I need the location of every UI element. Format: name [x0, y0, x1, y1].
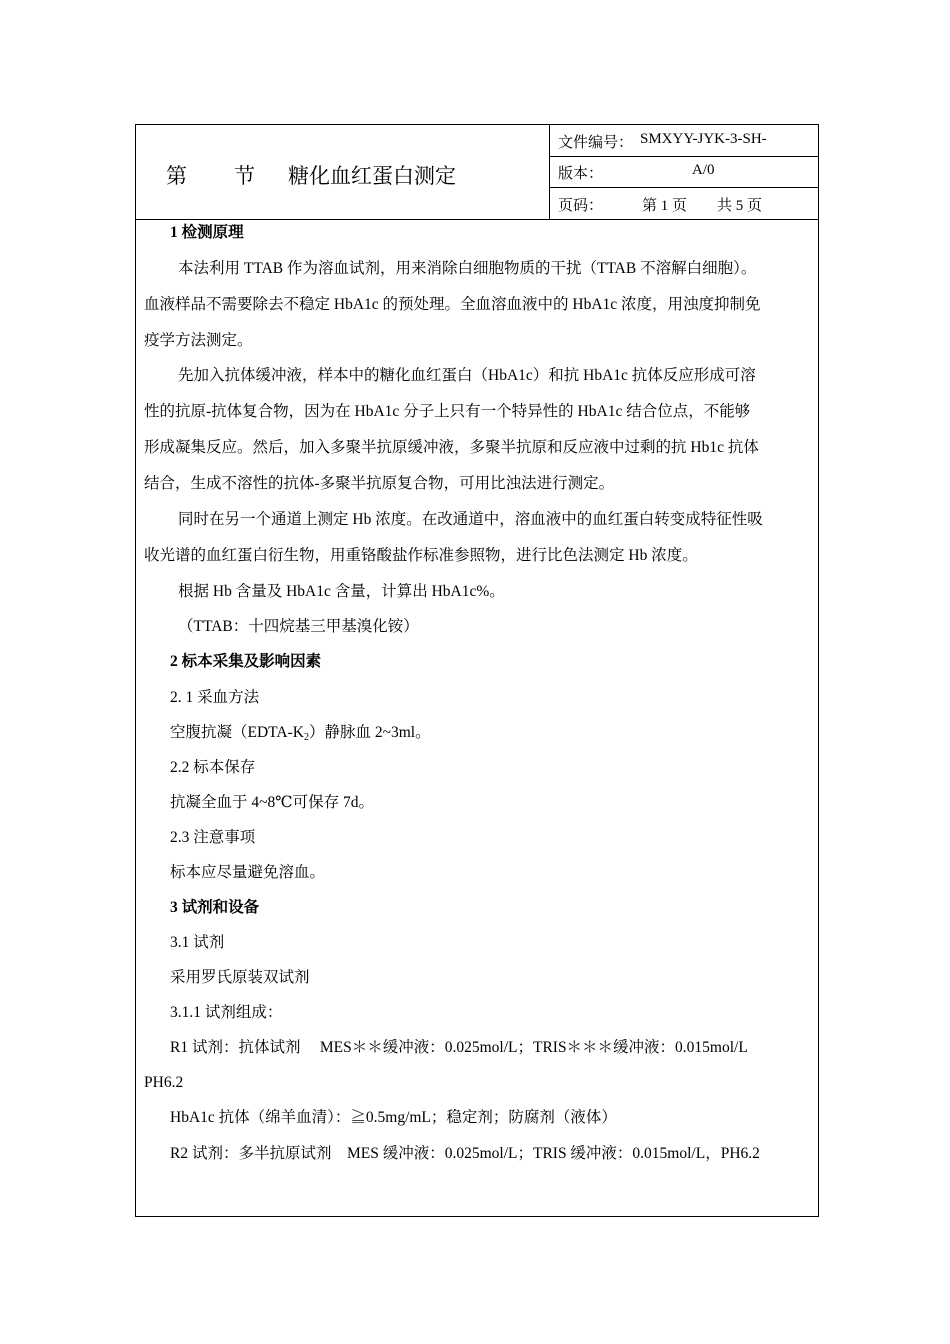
paragraph-line: 标本应尽量避免溶血。: [170, 864, 326, 881]
version-value: A/0: [692, 162, 715, 178]
paragraph-line: HbA1c 抗体（绵羊血清）：≧0.5mg/mL；稳定剂；防腐剂（液体）: [170, 1109, 617, 1126]
paragraph-line: 采用罗氏原装双试剂: [170, 969, 310, 986]
doc-number-value: SMXYY-JYK-3-SH-: [640, 131, 767, 147]
title-section-prefix: 第: [166, 164, 187, 188]
paragraph-line: 疫学方法测定。: [144, 332, 253, 349]
paragraph-line: 根据 Hb 含量及 HbA1c 含量，计算出 HbA1c%。: [178, 583, 505, 600]
page-title: 糖化血红蛋白测定: [288, 164, 456, 188]
doc-number-label: 文件编号：: [558, 135, 634, 151]
version-row: [550, 156, 818, 188]
paragraph-line: 先加入抗体缓冲液，样本中的糖化血红蛋白（HbA1c）和抗 HbA1c 抗体反应形成可溶: [178, 367, 756, 384]
title-section-suffix: 节: [234, 164, 255, 188]
paragraph-line: 同时在另一个通道上测定 Hb 浓度。在改通道中，溶血液中的血红蛋白转变成特征性吸: [178, 511, 763, 528]
subsection-heading: 2. 1 采血方法: [170, 689, 260, 706]
section-heading: 2 标本采集及影响因素: [170, 653, 322, 670]
paragraph-line: [170, 723, 431, 748]
section-heading: 3 试剂和设备: [170, 899, 260, 916]
section-heading: 1 检测原理: [170, 224, 244, 241]
paragraph-line: 结合，生成不溶性的抗体-多聚半抗原复合物，可用比浊法进行测定。: [144, 475, 615, 492]
document-header: [136, 125, 818, 220]
paragraph-line: 形成凝集反应。然后，加入多聚半抗原缓冲液，多聚半抗原和反应液中过剩的抗 Hb1c 抗体: [144, 439, 759, 456]
doc-number-row: [550, 125, 818, 157]
paragraph-line: 抗凝全血于 4~8℃可保存 7d。: [170, 794, 374, 811]
page-current: 第 1 页: [642, 198, 688, 214]
subsection-heading: 2.2 标本保存: [170, 759, 256, 776]
text-fragment: ）静脉血 2~3ml。: [308, 724, 431, 741]
page-label: 页码：: [558, 198, 604, 214]
paragraph-line: R2 试剂：多半抗原试剂 MES 缓冲液：0.025mol/L；TRIS 缓冲液：0.015mol/L，PH6.2: [170, 1145, 760, 1162]
text-fragment: 空腹抗凝（EDTA-K: [170, 724, 304, 741]
paragraph-line: 本法利用 TTAB 作为溶血试剂，用来消除白细胞物质的干扰（TTAB 不溶解白细胞）。: [178, 260, 757, 277]
paragraph-line: R1 试剂：抗体试剂 MES＊＊缓冲液：0.025mol/L；TRIS＊＊＊缓冲液：0.015mol/L: [170, 1039, 748, 1056]
paragraph-line: PH6.2: [144, 1074, 184, 1091]
paragraph-line: 收光谱的血红蛋白衍生物，用重铬酸盐作标准参照物，进行比色法测定 Hb 浓度。: [144, 547, 698, 564]
subscript: 2: [303, 732, 309, 743]
title-cell: [136, 125, 550, 219]
version-label: 版本：: [558, 166, 604, 182]
document-frame: [135, 124, 819, 1217]
paragraph-line: 性的抗原-抗体复合物，因为在 HbA1c 分子上只有一个特异性的 HbA1c 结合位点，不能够: [144, 403, 751, 420]
subsection-heading: 2.3 注意事项: [170, 829, 256, 846]
paragraph-line: 血液样品不需要除去不稳定 HbA1c 的预处理。全血溶血液中的 HbA1c 浓度，用浊度抑制免: [144, 296, 761, 313]
subsection-heading: 3.1 试剂: [170, 934, 225, 951]
subsection-heading: 3.1.1 试剂组成：: [170, 1004, 283, 1021]
page-row: [550, 188, 818, 219]
page-total: 共 5 页: [717, 198, 763, 214]
paragraph-line: （TTAB：十四烷基三甲基溴化铵）: [178, 618, 419, 635]
